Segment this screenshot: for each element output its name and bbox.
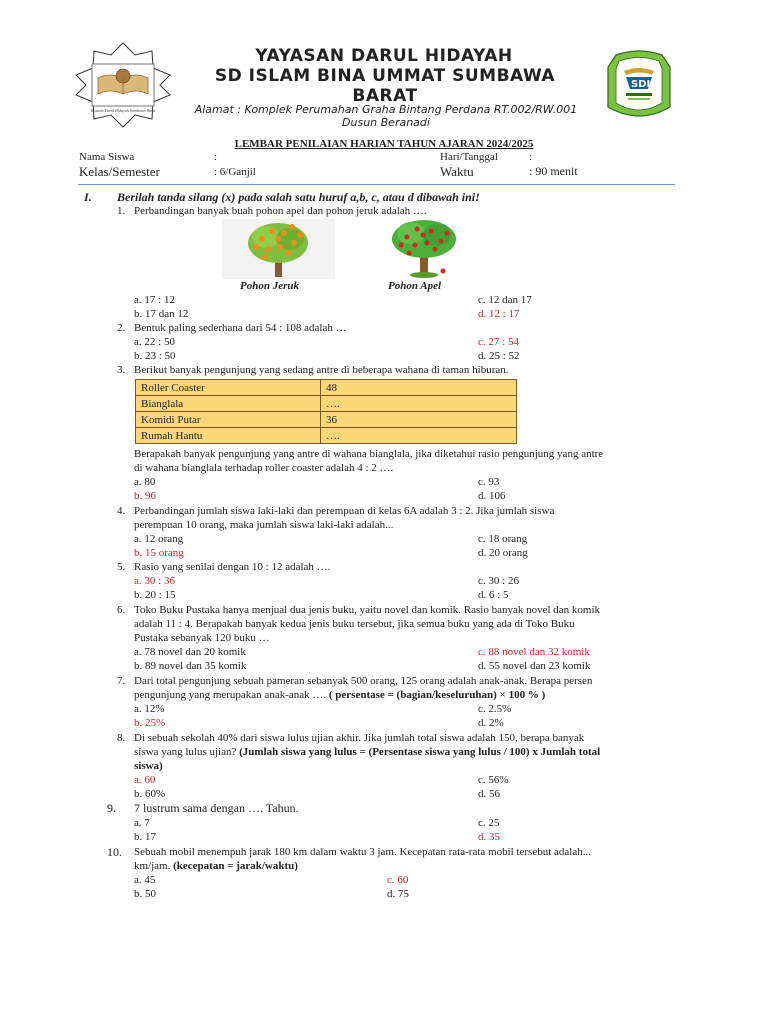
question-7-text2: pengunjung yang merupakan anak-anak ….: [134, 689, 327, 701]
question-3-text-line2: Berapakah banyak pengunjung yang antre di wahana bianglala, jika diketahui rasio pengunjung yang antre: [134, 448, 604, 460]
question-3-number: 3.: [117, 364, 126, 376]
question-7-formula: ( persentase = (bagian/keseluruhan) × 100 % ): [328, 689, 546, 701]
q6-option-a[interactable]: a. 78 novel dan 20 komik: [134, 646, 246, 658]
table-cell: Roller Coaster: [136, 380, 321, 396]
apple-tree-image: [387, 219, 461, 279]
question-10-number: 10.: [107, 845, 122, 859]
q6-option-b[interactable]: b. 89 novel dan 35 komik: [134, 660, 247, 672]
q7-option-d[interactable]: d. 2%: [478, 717, 504, 729]
sheet-title: LEMBAR PENILAIAN HARIAN TAHUN AJARAN 2024/2025: [234, 138, 534, 150]
table-cell: Komidi Putar: [136, 412, 321, 428]
q3-option-d[interactable]: d. 106: [478, 490, 506, 502]
section-instruction: Berilah tanda silang (x) pada salah satu huruf a,b, c, atau d dibawah ini!: [117, 190, 480, 204]
question-3-text: Berikut banyak pengunjung yang sedang antre di beberapa wahana di taman hiburan.: [134, 364, 509, 376]
question-7-number: 7.: [117, 675, 126, 687]
apple-tree-caption: Pohon Apel: [388, 280, 442, 292]
q5-option-c[interactable]: c. 30 : 26: [478, 575, 519, 587]
question-7-text: Dari total pengunjung sebuah pameran sebanyak 500 orang, 125 orang adalah anak-anak. Berapa persen: [134, 675, 593, 687]
question-6-text-line3: Pustaka sebanyak 120 buku …: [134, 632, 270, 644]
orange-tree-caption: Pohon Jeruk: [240, 280, 299, 292]
orange-tree-image: [222, 219, 335, 279]
nama-siswa-value: :: [214, 151, 218, 163]
q1-option-d[interactable]: d. 12 : 17: [478, 308, 520, 320]
question-2-number: 2.: [117, 322, 126, 334]
q9-option-a[interactable]: a. 7: [134, 817, 150, 829]
q5-option-a[interactable]: a. 30 : 36: [134, 575, 175, 587]
question-9-number: 9.: [107, 801, 116, 815]
q3-option-a[interactable]: a. 80: [134, 476, 156, 488]
question-1-text: Perbandingan banyak buah pohon apel dan pohon jeruk adalah ….: [134, 205, 427, 217]
school-logo-left-text: Yayasan Darul Hidayah Sumbawa Barat: [90, 108, 156, 113]
q1-option-c[interactable]: c. 12 dan 17: [478, 294, 532, 306]
waktu-value: : 90 menit: [529, 164, 578, 178]
section-number: I.: [84, 190, 92, 204]
table-cell: 48: [321, 380, 517, 396]
school-address: Alamat : Komplek Perumahan Graha Bintang Perdana RT.002/RW.001: [194, 103, 578, 116]
q2-option-a[interactable]: a. 22 : 50: [134, 336, 175, 348]
question-8-text-line2: [134, 746, 600, 759]
q9-option-c[interactable]: c. 25: [478, 817, 500, 829]
q9-option-b[interactable]: b. 17: [134, 831, 156, 843]
school-address-line2: Dusun Beranadi: [342, 116, 430, 129]
question-8-formula-line2: siswa): [134, 760, 163, 772]
question-7-text-line2: [134, 689, 545, 702]
table-cell: 36: [321, 412, 517, 428]
hari-tanggal-value: :: [529, 151, 533, 163]
question-9-text: 7 lustrum sama dengan …. Tahun.: [134, 801, 299, 815]
q5-option-b[interactable]: b. 20 : 15: [134, 589, 176, 601]
q1-option-a[interactable]: a. 17 : 12: [134, 294, 175, 306]
school-name-line2: BARAT: [352, 86, 418, 106]
q4-option-d[interactable]: d. 20 orang: [478, 547, 528, 559]
question-4-text-line2: perempuan 10 orang, maka jumlah siswa laki-laki adalah...: [134, 519, 394, 531]
nama-siswa-label: Nama Siswa: [79, 151, 135, 163]
question-10-text2: km/jam.: [134, 860, 171, 872]
q5-option-d[interactable]: d. 6 : 5: [478, 589, 509, 601]
table-row: [136, 428, 517, 444]
question-10-text: Sebuah mobil menempuh jarak 180 km dalam waktu 3 jam. Kecepatan rata-rata mobil tersebut adalah...: [134, 846, 591, 858]
q2-option-b[interactable]: b. 23 : 50: [134, 350, 176, 362]
question-5-number: 5.: [117, 561, 126, 573]
q1-option-b[interactable]: b. 17 dan 12: [134, 308, 189, 320]
question-5-text: Rasio yang senilai dengan 10 : 12 adalah ….: [134, 561, 331, 573]
q6-option-c[interactable]: c. 88 novel dan 32 komik: [478, 646, 590, 658]
waktu-label: Waktu: [440, 164, 474, 179]
school-name-line1: SD ISLAM BINA UMMAT SUMBAWA: [214, 66, 556, 86]
q6-option-d[interactable]: d. 55 novel dan 23 komik: [478, 660, 591, 672]
q7-option-b[interactable]: b. 25%: [134, 717, 166, 729]
q10-option-a[interactable]: a. 45: [134, 874, 156, 886]
header-address-clip: [186, 116, 586, 129]
q10-option-d[interactable]: d. 75: [387, 888, 409, 900]
divider-line: [78, 184, 675, 185]
table-cell: ….: [321, 396, 517, 412]
question-6-text: Toko Buku Pustaka hanya menjual dua jenis buku, yaitu novel dan komik. Rasio banyak novel dan komik: [134, 604, 601, 616]
question-6-text-line2: adalah 11 : 4. Berapakah banyak kedua jenis buku tersebut, jika semua buku yang ada di Toko Buku: [134, 618, 575, 630]
q10-option-c[interactable]: c. 60: [387, 874, 409, 886]
question-6-number: 6.: [117, 604, 126, 616]
hari-tanggal-label: Hari/Tanggal: [440, 151, 498, 163]
question-2-text: Bentuk paling sederhana dari 54 : 108 adalah …: [134, 322, 347, 334]
question-4-number: 4.: [117, 505, 126, 517]
table-row: [136, 380, 517, 396]
table-cell: ….: [321, 428, 517, 444]
q4-option-c[interactable]: c. 18 orang: [478, 533, 528, 545]
q3-option-b[interactable]: b. 96: [134, 490, 156, 502]
q3-option-c[interactable]: c. 93: [478, 476, 500, 488]
q8-option-a[interactable]: a. 60: [134, 774, 156, 786]
question-10-formula: (kecepatan = jarak/waktu): [173, 860, 298, 872]
q8-option-d[interactable]: d. 56: [478, 788, 500, 800]
question-4-text: Perbandingan jumlah siswa laki-laki dan perempuan di kelas 6A adalah 3 : 2. Jika jumlah siswa: [134, 505, 555, 517]
q2-option-c[interactable]: c. 27 : 54: [478, 336, 519, 348]
question-8-text2: siswa yang lulus ujian?: [134, 746, 237, 758]
question-8-text: Di sebuah sekolah 40% dari siswa lulus ujian akhir. Jika jumlah total siswa adalah 150, berapa banyak: [134, 732, 585, 744]
q7-option-a[interactable]: a. 12%: [134, 703, 165, 715]
foundation-name: YAYASAN DARUL HIDAYAH: [255, 46, 513, 66]
q4-option-a[interactable]: a. 12 orang: [134, 533, 184, 545]
q2-option-d[interactable]: d. 25 : 52: [478, 350, 520, 362]
q7-option-c[interactable]: c. 2.5%: [478, 703, 512, 715]
school-logo-right: [600, 47, 678, 123]
school-logo-right-text: SDI: [631, 79, 651, 90]
q4-option-b[interactable]: b. 15 orang: [134, 547, 184, 559]
question-1-number: 1.: [117, 205, 126, 217]
question-10-text-line2: [134, 860, 298, 873]
q8-option-c[interactable]: c. 56%: [478, 774, 509, 786]
table-cell: Rumah Hantu: [136, 428, 321, 444]
q10-option-b[interactable]: b. 50: [134, 888, 156, 900]
kelas-semester-value: : 6/Ganjil: [214, 166, 256, 178]
question-8-number: 8.: [117, 732, 126, 744]
kelas-semester-label: Kelas/Semester: [79, 164, 160, 179]
q9-option-d[interactable]: d. 35: [478, 831, 500, 843]
question-3-text-line3: di wahana bianglala terhadap roller coaster adalah 4 : 2 ….: [134, 462, 394, 474]
table-row: [136, 396, 517, 412]
table-row: [136, 412, 517, 428]
question-8-formula: (Jumlah siswa yang lulus = (Persentase siswa yang lulus / 100) x Jumlah total: [239, 746, 601, 758]
q8-option-b[interactable]: b. 60%: [134, 788, 166, 800]
wahana-table: [135, 379, 517, 444]
table-cell: Bianglala: [136, 396, 321, 412]
